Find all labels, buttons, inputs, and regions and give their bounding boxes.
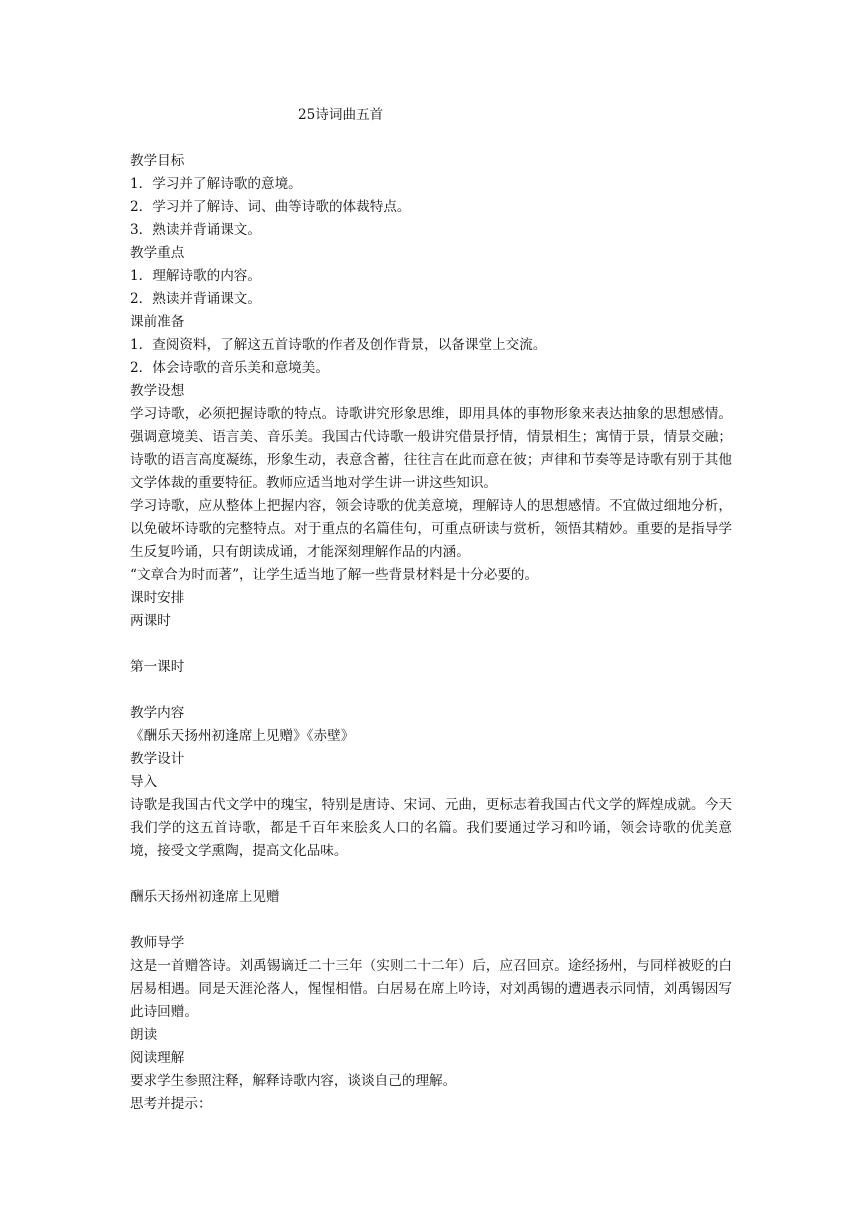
focus-heading: 教学重点: [130, 245, 185, 261]
page-title: 25诗词曲五首: [298, 107, 384, 123]
concept-heading: 教学设想: [130, 383, 185, 399]
thinking-prompt: 思考并提示：: [130, 1096, 212, 1112]
prep-item: 1．查阅资料，了解这五首诗歌的作者及创作背景，以备课堂上交流。: [130, 337, 547, 353]
spacer: [130, 909, 732, 932]
guide-paragraph: 这是一首赠答诗。刘禹锡谪迁二十三年（实则二十二年）后，应召回京。途经扬州，与同样被贬的白居易相遇。同是天涯沦落人，惺惺相惜。白居易在席上吟诗，对刘禹锡的遭遇表示同情，刘禹锡因写此诗回赠。: [130, 958, 732, 1020]
goal-item: 2．学习并了解诗、词、曲等诗歌的体裁特点。: [130, 199, 411, 215]
concept-paragraph: 学习诗歌，必须把握诗歌的特点。诗歌讲究形象思维，即用具体的事物形象来表达抽象的思想感情。强调意境美、语言美、音乐美。我国古代诗歌一般讲究借景抒情，情景相生；寓情于景，情景交融；诗歌的语言高度凝练，形象生动，表意含蓄，往往言在此而意在彼；声律和节奏等是诗歌有别于其他文学体裁的重要特征。教师应适当地对学生讲一讲这些知识。: [130, 406, 732, 491]
focus-item: 1．理解诗歌的内容。: [130, 268, 261, 284]
spacer: [130, 679, 732, 702]
content-heading: 教学内容: [130, 705, 185, 721]
comprehension-heading: 阅读理解: [130, 1050, 185, 1066]
prep-heading: 课前准备: [130, 314, 185, 330]
content-text: 《酬乐天扬州初逢席上见赠》《赤壁》: [130, 728, 355, 744]
poem-title: 酬乐天扬州初逢席上见赠: [130, 889, 280, 905]
guide-heading: 教师导学: [130, 935, 185, 951]
focus-item: 2．熟读并背诵课文。: [130, 291, 261, 307]
goals-heading: 教学目标: [130, 153, 185, 169]
intro-paragraph: 诗歌是我国古代文学中的瑰宝，特别是唐诗、宋词、元曲，更标志着我国古代文学的辉煌成就。今天我们学的这五首诗歌，都是千百年来脍炙人口的名篇。我们要通过学习和吟诵，领会诗歌的优美意境，接受文学熏陶，提高文化品味。: [130, 797, 732, 859]
design-heading: 教学设计: [130, 751, 185, 767]
prep-item: 2．体会诗歌的音乐美和意境美。: [130, 360, 329, 376]
spacer: [130, 863, 732, 886]
comprehension-text: 要求学生参照注释，解释诗歌内容，谈谈自己的理解。: [130, 1073, 457, 1089]
reading-heading: 朗读: [130, 1027, 158, 1043]
goal-item: 3．熟读并背诵课文。: [130, 222, 261, 238]
lesson-heading: 第一课时: [130, 659, 185, 675]
spacer: [130, 633, 732, 656]
document-body: [130, 104, 732, 1116]
schedule-heading: 课时安排: [130, 590, 185, 606]
concept-paragraph: 学习诗歌，应从整体上把握内容，领会诗歌的优美意境，理解诗人的思想感情。不宜做过细地分析，以免破坏诗歌的完整特点。对于重点的名篇佳句，可重点研读与赏析，领悟其精妙。重要的是指导学生反复吟诵，只有朗读成诵，才能深刻理解作品的内涵。: [130, 498, 732, 560]
schedule-text: 两课时: [130, 613, 171, 629]
goal-item: 1．学习并了解诗歌的意境。: [130, 176, 302, 192]
intro-heading: 导入: [130, 774, 158, 790]
concept-paragraph: “文章合为时而著”，让学生适当地了解一些背景材料是十分必要的。: [130, 567, 539, 583]
